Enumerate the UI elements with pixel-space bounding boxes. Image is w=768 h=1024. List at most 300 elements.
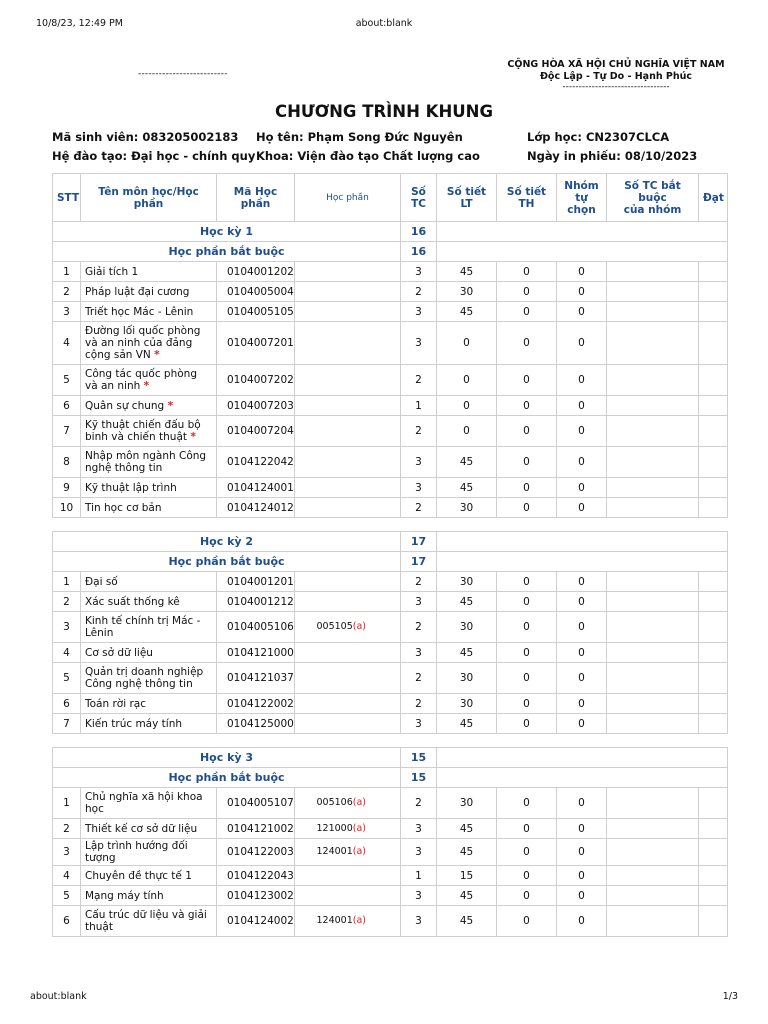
course-stt: 6 bbox=[53, 694, 81, 714]
course-practice-hours: 0 bbox=[497, 643, 557, 663]
print-date: Ngày in phiếu: 08/10/2023 bbox=[527, 149, 698, 163]
course-stt: 6 bbox=[53, 396, 81, 416]
group-row bbox=[53, 768, 728, 788]
national-heading bbox=[500, 59, 732, 92]
course-elective-group: 0 bbox=[557, 416, 607, 447]
course-credits: 3 bbox=[401, 592, 437, 612]
col-practice-hours: Số tiết TH bbox=[497, 174, 557, 222]
course-elective-group: 0 bbox=[557, 694, 607, 714]
course-credits: 3 bbox=[401, 643, 437, 663]
course-stt: 6 bbox=[53, 906, 81, 937]
course-theory-hours: 45 bbox=[437, 839, 497, 866]
course-practice-hours: 0 bbox=[497, 416, 557, 447]
course-required-credits bbox=[607, 694, 699, 714]
course-practice-hours: 0 bbox=[497, 663, 557, 694]
course-elective-group: 0 bbox=[557, 714, 607, 734]
course-passed bbox=[699, 714, 728, 734]
course-theory-hours: 30 bbox=[437, 788, 497, 819]
course-required-credits bbox=[607, 302, 699, 322]
course-row bbox=[53, 663, 728, 694]
course-elective-group: 0 bbox=[557, 302, 607, 322]
course-credits: 2 bbox=[401, 416, 437, 447]
course-code: 0104122043 bbox=[217, 866, 295, 886]
course-prereq bbox=[295, 643, 401, 663]
course-passed bbox=[699, 498, 728, 518]
course-stt: 3 bbox=[53, 302, 81, 322]
course-prereq bbox=[295, 572, 401, 592]
course-stt: 5 bbox=[53, 365, 81, 396]
course-elective-group: 0 bbox=[557, 866, 607, 886]
prereq-mark: (a) bbox=[352, 822, 366, 834]
course-code: 0104124002 bbox=[217, 906, 295, 937]
student-id: Mã sinh viên: 083205002183 bbox=[52, 130, 239, 144]
course-practice-hours: 0 bbox=[497, 592, 557, 612]
course-name: Cấu trúc dữ liệu và giải thuật bbox=[81, 906, 217, 937]
course-row bbox=[53, 612, 728, 643]
course-passed bbox=[699, 572, 728, 592]
course-passed bbox=[699, 663, 728, 694]
course-credits: 3 bbox=[401, 262, 437, 282]
footer-url: about:blank bbox=[30, 991, 87, 1002]
semester-label: Học kỳ 3 bbox=[53, 748, 401, 768]
course-stt: 4 bbox=[53, 866, 81, 886]
course-credits: 2 bbox=[401, 365, 437, 396]
course-passed bbox=[699, 447, 728, 478]
course-practice-hours: 0 bbox=[497, 906, 557, 937]
course-theory-hours: 0 bbox=[437, 365, 497, 396]
course-stt: 7 bbox=[53, 714, 81, 734]
course-elective-group: 0 bbox=[557, 478, 607, 498]
course-stt: 8 bbox=[53, 447, 81, 478]
course-row bbox=[53, 694, 728, 714]
course-row bbox=[53, 282, 728, 302]
course-passed bbox=[699, 396, 728, 416]
course-required-credits bbox=[607, 819, 699, 839]
course-row bbox=[53, 365, 728, 396]
course-name: Tin học cơ bản bbox=[81, 498, 217, 518]
course-row bbox=[53, 572, 728, 592]
course-name: Xác suất thống kê bbox=[81, 592, 217, 612]
course-elective-group: 0 bbox=[557, 447, 607, 478]
course-theory-hours: 45 bbox=[437, 886, 497, 906]
course-code: 0104001202 bbox=[217, 262, 295, 282]
course-required-credits bbox=[607, 416, 699, 447]
col-stt: STT bbox=[53, 174, 81, 222]
course-required-credits bbox=[607, 886, 699, 906]
course-theory-hours: 45 bbox=[437, 478, 497, 498]
course-stt: 4 bbox=[53, 322, 81, 365]
course-stt: 3 bbox=[53, 612, 81, 643]
course-row bbox=[53, 262, 728, 282]
course-name: Thiết kế cơ sở dữ liệu bbox=[81, 819, 217, 839]
course-passed bbox=[699, 906, 728, 937]
course-credits: 2 bbox=[401, 498, 437, 518]
course-code: 0104005105 bbox=[217, 302, 295, 322]
course-passed bbox=[699, 592, 728, 612]
col-elective-group: Nhóm tự chọn bbox=[557, 174, 607, 222]
course-elective-group: 0 bbox=[557, 498, 607, 518]
course-required-credits bbox=[607, 839, 699, 866]
course-stt: 2 bbox=[53, 592, 81, 612]
course-stt: 1 bbox=[53, 788, 81, 819]
course-passed bbox=[699, 282, 728, 302]
prereq-mark: (a) bbox=[352, 797, 366, 808]
course-name: Đại số bbox=[81, 572, 217, 592]
course-code: 0104121000 bbox=[217, 643, 295, 663]
print-footer bbox=[30, 991, 738, 1005]
course-passed bbox=[699, 365, 728, 396]
group-credits: 16 bbox=[401, 242, 437, 262]
course-prereq bbox=[295, 592, 401, 612]
course-stt: 9 bbox=[53, 478, 81, 498]
course-prereq bbox=[295, 866, 401, 886]
semester-credits: 15 bbox=[401, 748, 437, 768]
course-theory-hours: 0 bbox=[437, 416, 497, 447]
course-code: 0104005107 bbox=[217, 788, 295, 819]
course-required-credits bbox=[607, 572, 699, 592]
course-practice-hours: 0 bbox=[497, 572, 557, 592]
course-row bbox=[53, 839, 728, 866]
course-practice-hours: 0 bbox=[497, 694, 557, 714]
course-practice-hours: 0 bbox=[497, 886, 557, 906]
course-practice-hours: 0 bbox=[497, 714, 557, 734]
course-theory-hours: 30 bbox=[437, 282, 497, 302]
semester-row bbox=[53, 748, 728, 768]
course-elective-group: 0 bbox=[557, 839, 607, 866]
course-elective-group: 0 bbox=[557, 643, 607, 663]
course-elective-group: 0 bbox=[557, 282, 607, 302]
group-label: Học phần bắt buộc bbox=[53, 242, 401, 262]
course-credits: 2 bbox=[401, 282, 437, 302]
course-code: 0104005004 bbox=[217, 282, 295, 302]
student-name: Họ tên: Phạm Song Đức Nguyên bbox=[256, 130, 463, 144]
course-elective-group: 0 bbox=[557, 612, 607, 643]
course-passed bbox=[699, 886, 728, 906]
course-name: Mạng máy tính bbox=[81, 886, 217, 906]
course-name: Kinh tế chính trị Mác - Lênin bbox=[81, 612, 217, 643]
course-passed bbox=[699, 322, 728, 365]
col-course-code: Mã Học phần bbox=[217, 174, 295, 222]
course-prereq bbox=[295, 714, 401, 734]
course-elective-group: 0 bbox=[557, 572, 607, 592]
course-elective-group: 0 bbox=[557, 819, 607, 839]
course-required-credits bbox=[607, 262, 699, 282]
course-name: Kiến trúc máy tính bbox=[81, 714, 217, 734]
course-theory-hours: 45 bbox=[437, 592, 497, 612]
course-name: Chuyên đề thực tế 1 bbox=[81, 866, 217, 886]
course-practice-hours: 0 bbox=[497, 302, 557, 322]
course-prereq bbox=[295, 478, 401, 498]
course-practice-hours: 0 bbox=[497, 322, 557, 365]
col-passed: Đạt bbox=[699, 174, 728, 222]
course-elective-group: 0 bbox=[557, 262, 607, 282]
course-passed bbox=[699, 262, 728, 282]
course-credits: 2 bbox=[401, 663, 437, 694]
group-row bbox=[53, 552, 728, 572]
course-practice-hours: 0 bbox=[497, 839, 557, 866]
course-name: Đường lối quốc phòng và an ninh của đảng cộng sản VN * bbox=[81, 322, 217, 365]
required-star: * bbox=[190, 431, 196, 443]
course-practice-hours: 0 bbox=[497, 282, 557, 302]
course-stt: 7 bbox=[53, 416, 81, 447]
col-required-credits: Số TC bắt buộc của nhóm bbox=[607, 174, 699, 222]
course-stt: 10 bbox=[53, 498, 81, 518]
course-required-credits bbox=[607, 592, 699, 612]
course-elective-group: 0 bbox=[557, 663, 607, 694]
course-code: 0104121002 bbox=[217, 819, 295, 839]
course-row bbox=[53, 478, 728, 498]
course-prereq bbox=[295, 302, 401, 322]
course-name: Quản trị doanh nghiệp Công nghệ thông tin bbox=[81, 663, 217, 694]
course-theory-hours: 0 bbox=[437, 322, 497, 365]
course-name: Pháp luật đại cương bbox=[81, 282, 217, 302]
col-theory-hours: Số tiết LT bbox=[437, 174, 497, 222]
left-divider: -------------------------- bbox=[138, 69, 228, 79]
course-prereq bbox=[295, 262, 401, 282]
country-name: CỘNG HÒA XÃ HỘI CHỦ NGHĨA VIỆT NAM bbox=[507, 59, 725, 70]
semester-spacer bbox=[53, 734, 728, 748]
course-elective-group: 0 bbox=[557, 592, 607, 612]
semester-credits: 16 bbox=[401, 222, 437, 242]
course-row bbox=[53, 643, 728, 663]
course-credits: 2 bbox=[401, 788, 437, 819]
course-code: 0104123002 bbox=[217, 886, 295, 906]
course-theory-hours: 30 bbox=[437, 663, 497, 694]
course-code: 0104125000 bbox=[217, 714, 295, 734]
course-prereq: 124001(a) bbox=[295, 906, 401, 937]
course-row bbox=[53, 592, 728, 612]
course-practice-hours: 0 bbox=[497, 788, 557, 819]
prereq-mark: (a) bbox=[352, 846, 366, 857]
course-prereq bbox=[295, 663, 401, 694]
course-stt: 2 bbox=[53, 819, 81, 839]
semester-label: Học kỳ 1 bbox=[53, 222, 401, 242]
course-prereq bbox=[295, 282, 401, 302]
course-practice-hours: 0 bbox=[497, 612, 557, 643]
prereq-mark: (a) bbox=[352, 915, 366, 926]
course-prereq bbox=[295, 416, 401, 447]
course-row bbox=[53, 416, 728, 447]
document-title: CHƯƠNG TRÌNH KHUNG bbox=[274, 102, 494, 121]
course-passed bbox=[699, 302, 728, 322]
course-prereq bbox=[295, 694, 401, 714]
table-body bbox=[53, 222, 728, 937]
course-theory-hours: 45 bbox=[437, 302, 497, 322]
course-elective-group: 0 bbox=[557, 365, 607, 396]
course-name: Chủ nghĩa xã hội khoa học bbox=[81, 788, 217, 819]
col-prereq: Học phần bbox=[295, 174, 401, 222]
course-credits: 3 bbox=[401, 819, 437, 839]
course-stt: 4 bbox=[53, 643, 81, 663]
course-required-credits bbox=[607, 612, 699, 643]
course-credits: 1 bbox=[401, 866, 437, 886]
course-passed bbox=[699, 478, 728, 498]
semester-credits: 17 bbox=[401, 532, 437, 552]
course-practice-hours: 0 bbox=[497, 447, 557, 478]
course-code: 0104121037 bbox=[217, 663, 295, 694]
course-required-credits bbox=[607, 498, 699, 518]
training-program: Hệ đào tạo: Đại học - chính quy bbox=[52, 149, 256, 163]
course-prereq: 121000(a) bbox=[295, 819, 401, 839]
course-passed bbox=[699, 866, 728, 886]
course-row bbox=[53, 886, 728, 906]
course-theory-hours: 30 bbox=[437, 612, 497, 643]
course-theory-hours: 45 bbox=[437, 447, 497, 478]
course-code: 0104005106 bbox=[217, 612, 295, 643]
course-stt: 1 bbox=[53, 572, 81, 592]
course-row bbox=[53, 498, 728, 518]
course-required-credits bbox=[607, 788, 699, 819]
course-row bbox=[53, 322, 728, 365]
course-elective-group: 0 bbox=[557, 396, 607, 416]
course-prereq: 124001(a) bbox=[295, 839, 401, 866]
course-prereq bbox=[295, 498, 401, 518]
course-credits: 3 bbox=[401, 447, 437, 478]
course-name: Nhập môn ngành Công nghệ thông tin bbox=[81, 447, 217, 478]
course-elective-group: 0 bbox=[557, 906, 607, 937]
group-label: Học phần bắt buộc bbox=[53, 768, 401, 788]
course-name: Cơ sở dữ liệu bbox=[81, 643, 217, 663]
course-credits: 2 bbox=[401, 612, 437, 643]
semester-row bbox=[53, 532, 728, 552]
course-theory-hours: 30 bbox=[437, 694, 497, 714]
course-elective-group: 0 bbox=[557, 322, 607, 365]
motto-divider: --------------------------------- bbox=[562, 82, 670, 92]
course-row bbox=[53, 819, 728, 839]
course-practice-hours: 0 bbox=[497, 478, 557, 498]
course-theory-hours: 0 bbox=[437, 396, 497, 416]
course-required-credits bbox=[607, 396, 699, 416]
course-theory-hours: 45 bbox=[437, 262, 497, 282]
faculty: Khoa: Viện đào tạo Chất lượng cao bbox=[256, 149, 480, 163]
course-practice-hours: 0 bbox=[497, 498, 557, 518]
course-stt: 3 bbox=[53, 839, 81, 866]
col-credits: Số TC bbox=[401, 174, 437, 222]
course-prereq bbox=[295, 365, 401, 396]
course-row bbox=[53, 788, 728, 819]
semester-row bbox=[53, 222, 728, 242]
course-code: 0104001212 bbox=[217, 592, 295, 612]
course-code: 0104007202 bbox=[217, 365, 295, 396]
required-star: * bbox=[143, 380, 150, 392]
course-code: 0104001201 bbox=[217, 572, 295, 592]
prereq-mark: (a) bbox=[352, 621, 366, 632]
course-name: Quân sự chung * bbox=[81, 396, 217, 416]
course-row bbox=[53, 396, 728, 416]
course-credits: 3 bbox=[401, 478, 437, 498]
course-practice-hours: 0 bbox=[497, 396, 557, 416]
course-row bbox=[53, 866, 728, 886]
course-code: 0104007201 bbox=[217, 322, 295, 365]
curriculum-table bbox=[52, 173, 728, 937]
course-code: 0104124001 bbox=[217, 478, 295, 498]
course-passed bbox=[699, 819, 728, 839]
course-credits: 3 bbox=[401, 714, 437, 734]
semester-spacer bbox=[53, 518, 728, 532]
course-prereq bbox=[295, 322, 401, 365]
course-theory-hours: 45 bbox=[437, 819, 497, 839]
course-credits: 3 bbox=[401, 906, 437, 937]
course-credits: 1 bbox=[401, 396, 437, 416]
course-required-credits bbox=[607, 906, 699, 937]
course-row bbox=[53, 906, 728, 937]
course-prereq: 005105(a) bbox=[295, 612, 401, 643]
course-credits: 2 bbox=[401, 694, 437, 714]
course-code: 0104007203 bbox=[217, 396, 295, 416]
course-theory-hours: 30 bbox=[437, 572, 497, 592]
course-required-credits bbox=[607, 478, 699, 498]
course-credits: 3 bbox=[401, 886, 437, 906]
course-stt: 2 bbox=[53, 282, 81, 302]
print-url: about:blank bbox=[355, 18, 413, 29]
course-required-credits bbox=[607, 866, 699, 886]
course-credits: 3 bbox=[401, 322, 437, 365]
course-stt: 1 bbox=[53, 262, 81, 282]
course-name: Kỹ thuật chiến đấu bộ binh và chiến thuật * bbox=[81, 416, 217, 447]
group-credits: 17 bbox=[401, 552, 437, 572]
group-credits: 15 bbox=[401, 768, 437, 788]
course-theory-hours: 30 bbox=[437, 498, 497, 518]
course-passed bbox=[699, 694, 728, 714]
course-required-credits bbox=[607, 282, 699, 302]
course-prereq: 005106(a) bbox=[295, 788, 401, 819]
course-row bbox=[53, 302, 728, 322]
course-passed bbox=[699, 788, 728, 819]
course-passed bbox=[699, 612, 728, 643]
course-code: 0104122002 bbox=[217, 694, 295, 714]
course-practice-hours: 0 bbox=[497, 365, 557, 396]
required-star: * bbox=[154, 349, 160, 361]
course-elective-group: 0 bbox=[557, 788, 607, 819]
course-name: Giải tích 1 bbox=[81, 262, 217, 282]
course-theory-hours: 45 bbox=[437, 643, 497, 663]
course-passed bbox=[699, 643, 728, 663]
course-prereq bbox=[295, 447, 401, 478]
course-required-credits bbox=[607, 322, 699, 365]
course-theory-hours: 45 bbox=[437, 906, 497, 937]
course-passed bbox=[699, 416, 728, 447]
course-credits: 3 bbox=[401, 302, 437, 322]
course-credits: 3 bbox=[401, 839, 437, 866]
col-course-name: Tên môn học/Học phần bbox=[81, 174, 217, 222]
course-credits: 2 bbox=[401, 572, 437, 592]
print-header bbox=[36, 18, 732, 32]
course-row bbox=[53, 714, 728, 734]
course-theory-hours: 15 bbox=[437, 866, 497, 886]
course-required-credits bbox=[607, 365, 699, 396]
course-prereq bbox=[295, 396, 401, 416]
course-required-credits bbox=[607, 663, 699, 694]
course-code: 0104122042 bbox=[217, 447, 295, 478]
course-required-credits bbox=[607, 447, 699, 478]
national-motto: Độc Lập - Tự Do - Hạnh Phúc bbox=[539, 71, 693, 82]
course-code: 0104007204 bbox=[217, 416, 295, 447]
table-header-row bbox=[53, 174, 728, 222]
course-code: 0104122003 bbox=[217, 839, 295, 866]
course-code: 0104124012 bbox=[217, 498, 295, 518]
course-passed bbox=[699, 839, 728, 866]
course-name: Lập trình hướng đối tượng bbox=[81, 839, 217, 866]
required-star: * bbox=[167, 399, 174, 412]
course-name: Kỹ thuật lập trình bbox=[81, 478, 217, 498]
course-theory-hours: 45 bbox=[437, 714, 497, 734]
course-name: Triết học Mác - Lênin bbox=[81, 302, 217, 322]
semester-label: Học kỳ 2 bbox=[53, 532, 401, 552]
course-practice-hours: 0 bbox=[497, 262, 557, 282]
course-practice-hours: 0 bbox=[497, 866, 557, 886]
course-practice-hours: 0 bbox=[497, 819, 557, 839]
course-row bbox=[53, 447, 728, 478]
